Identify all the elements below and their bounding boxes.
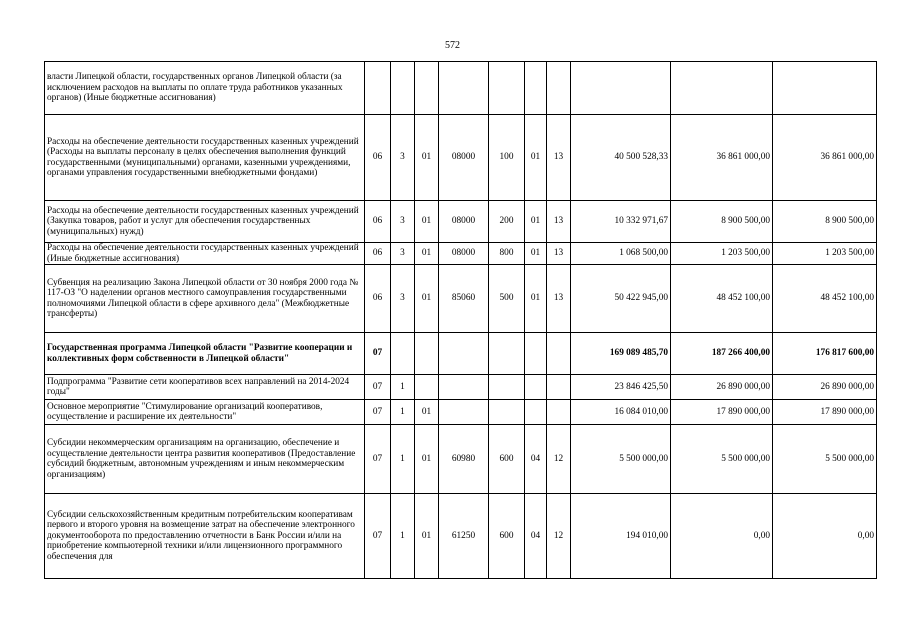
code-activity [415, 62, 439, 115]
amount-year-1: 194 010,00 [571, 494, 671, 579]
code-section [525, 333, 547, 375]
code-expense-type: 100 [489, 115, 525, 201]
code-section: 04 [525, 425, 547, 494]
code-subprogram: 1 [391, 494, 415, 579]
code-activity [415, 375, 439, 400]
code-subsection: 12 [547, 494, 571, 579]
code-subsection [547, 400, 571, 425]
amount-year-3: 17 890 000,00 [773, 400, 877, 425]
table-row [45, 333, 877, 375]
code-subprogram: 3 [391, 115, 415, 201]
amount-year-1: 10 332 971,67 [571, 201, 671, 243]
code-direction [439, 333, 489, 375]
row-description: Расходы на обеспечение деятельности государственных казенных учреждений (Расходы на выплаты персоналу в целях обеспечения выполнения функций государственными (муниципальными) органами, казенными учреждениями, органами управления государственными внебюджетными фондами) [45, 115, 365, 201]
row-description: власти Липецкой области, государственных органов Липецкой области (за исключением расходов на выплаты по оплате труда работников указанных органов) (Иные бюджетные ассигнования) [45, 62, 365, 115]
table-row [45, 494, 877, 579]
row-description: Субсидии сельскохозяйственным кредитным потребительским кооперативам первого и второго уровня на возмещение затрат на обеспечение электронного документооборота по предоставлению отчетности в Банк России и/или на приобретение компьютерной техники и/или лицензионного программного обеспечения для [45, 494, 365, 579]
code-direction: 08000 [439, 201, 489, 243]
code-subprogram: 3 [391, 265, 415, 333]
code-direction: 85060 [439, 265, 489, 333]
code-expense-type: 600 [489, 494, 525, 579]
code-subprogram [391, 333, 415, 375]
code-section: 04 [525, 494, 547, 579]
table-row [45, 201, 877, 243]
amount-year-3: 36 861 000,00 [773, 115, 877, 201]
amount-year-2: 5 500 000,00 [671, 425, 773, 494]
code-program: 06 [365, 201, 391, 243]
amount-year-3: 48 452 100,00 [773, 265, 877, 333]
page-number: 572 [445, 40, 460, 51]
code-subsection [547, 375, 571, 400]
code-expense-type [489, 400, 525, 425]
table-row [45, 400, 877, 425]
amount-year-1: 5 500 000,00 [571, 425, 671, 494]
code-direction: 08000 [439, 115, 489, 201]
code-program: 07 [365, 375, 391, 400]
amount-year-3: 8 900 500,00 [773, 201, 877, 243]
code-section: 01 [525, 115, 547, 201]
table-row [45, 375, 877, 400]
amount-year-2: 0,00 [671, 494, 773, 579]
code-direction: 61250 [439, 494, 489, 579]
code-program [365, 62, 391, 115]
row-description: Основное мероприятие "Стимулирование организаций кооперативов, осуществление и расширение их деятельности" [45, 400, 365, 425]
code-subprogram [391, 62, 415, 115]
code-expense-type: 800 [489, 243, 525, 265]
amount-year-3 [773, 62, 877, 115]
table-row [45, 115, 877, 201]
code-program: 06 [365, 243, 391, 265]
code-subprogram: 1 [391, 375, 415, 400]
code-section: 01 [525, 243, 547, 265]
code-expense-type [489, 333, 525, 375]
code-program: 06 [365, 115, 391, 201]
code-activity: 01 [415, 425, 439, 494]
code-direction: 08000 [439, 243, 489, 265]
code-section: 01 [525, 201, 547, 243]
code-subsection: 13 [547, 115, 571, 201]
amount-year-2: 26 890 000,00 [671, 375, 773, 400]
code-direction [439, 62, 489, 115]
code-activity: 01 [415, 115, 439, 201]
code-subprogram: 1 [391, 425, 415, 494]
code-subprogram: 3 [391, 201, 415, 243]
code-expense-type: 500 [489, 265, 525, 333]
budget-table [44, 61, 877, 579]
code-section [525, 400, 547, 425]
amount-year-2: 17 890 000,00 [671, 400, 773, 425]
code-direction [439, 375, 489, 400]
amount-year-3: 0,00 [773, 494, 877, 579]
code-activity: 01 [415, 265, 439, 333]
code-subsection [547, 62, 571, 115]
code-activity: 01 [415, 494, 439, 579]
code-section [525, 62, 547, 115]
row-description: Расходы на обеспечение деятельности государственных казенных учреждений (Иные бюджетные ассигнования) [45, 243, 365, 265]
amount-year-2 [671, 62, 773, 115]
code-expense-type: 600 [489, 425, 525, 494]
code-direction: 60980 [439, 425, 489, 494]
amount-year-1: 169 089 485,70 [571, 333, 671, 375]
code-section [525, 375, 547, 400]
row-description: Субсидии некоммерческим организациям на организацию, обеспечение и осуществление деятельности центра развития кооперативов (Предоставление субсидий бюджетным, автономным учреждениям и иным некоммерческим организациям) [45, 425, 365, 494]
amount-year-1: 16 084 010,00 [571, 400, 671, 425]
code-activity: 01 [415, 201, 439, 243]
amount-year-3: 5 500 000,00 [773, 425, 877, 494]
amount-year-1: 1 068 500,00 [571, 243, 671, 265]
table-row [45, 243, 877, 265]
code-program: 07 [365, 425, 391, 494]
row-description: Подпрограмма "Развитие сети кооперативов всех направлений на 2014-2024 годы" [45, 375, 365, 400]
amount-year-1: 40 500 528,33 [571, 115, 671, 201]
amount-year-2: 187 266 400,00 [671, 333, 773, 375]
row-description: Субвенция на реализацию Закона Липецкой области от 30 ноября 2000 года № 117-ОЗ "О наделении органов местного самоуправления государственными полномочиями Липецкой области в сфере архивного дела" (Межбюджетные трансферты) [45, 265, 365, 333]
code-subsection: 13 [547, 201, 571, 243]
code-expense-type: 200 [489, 201, 525, 243]
table-row [45, 265, 877, 333]
code-subprogram: 3 [391, 243, 415, 265]
code-expense-type [489, 62, 525, 115]
amount-year-2: 36 861 000,00 [671, 115, 773, 201]
code-subsection: 13 [547, 265, 571, 333]
code-activity: 01 [415, 400, 439, 425]
amount-year-1: 23 846 425,50 [571, 375, 671, 400]
amount-year-2: 8 900 500,00 [671, 201, 773, 243]
table-row [45, 425, 877, 494]
code-expense-type [489, 375, 525, 400]
code-program: 07 [365, 494, 391, 579]
code-program: 07 [365, 400, 391, 425]
code-section: 01 [525, 265, 547, 333]
amount-year-3: 1 203 500,00 [773, 243, 877, 265]
amount-year-2: 1 203 500,00 [671, 243, 773, 265]
code-direction [439, 400, 489, 425]
row-description: Расходы на обеспечение деятельности государственных казенных учреждений (Закупка товаров, работ и услуг для обеспечения государственных (муниципальных) нужд) [45, 201, 365, 243]
code-subsection: 12 [547, 425, 571, 494]
code-program: 07 [365, 333, 391, 375]
table-row [45, 62, 877, 115]
code-subsection [547, 333, 571, 375]
amount-year-3: 26 890 000,00 [773, 375, 877, 400]
amount-year-1: 50 422 945,00 [571, 265, 671, 333]
code-subprogram: 1 [391, 400, 415, 425]
row-description: Государственная программа Липецкой области "Развитие кооперации и коллективных форм собственности в Липецкой области" [45, 333, 365, 375]
amount-year-2: 48 452 100,00 [671, 265, 773, 333]
code-activity: 01 [415, 243, 439, 265]
code-activity [415, 333, 439, 375]
code-program: 06 [365, 265, 391, 333]
amount-year-3: 176 817 600,00 [773, 333, 877, 375]
amount-year-1 [571, 62, 671, 115]
code-subsection: 13 [547, 243, 571, 265]
